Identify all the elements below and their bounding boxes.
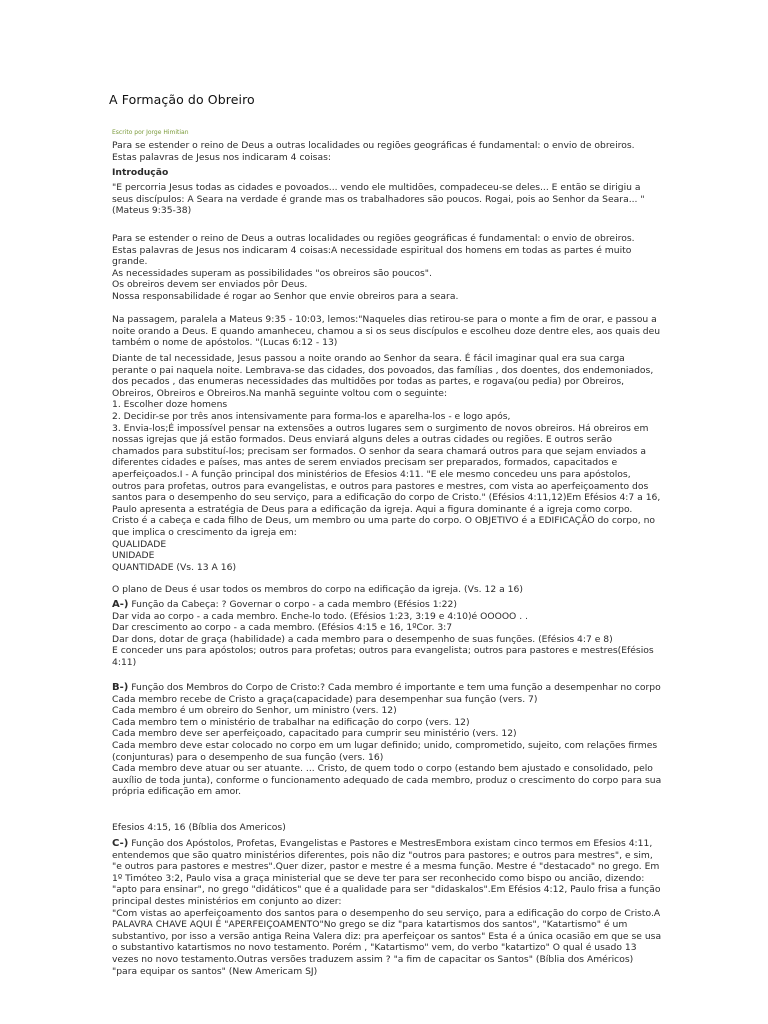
page-title: A Formação do Obreiro [109, 92, 255, 107]
paragraph-intro-b: Para se estender o reino de Deus a outras localidades ou regiões geográficas é fundamental: o envio de obreiros. Estas palavras de Jesus nos indicaram 4 coisas:A necessidade espiritual dos homens em todas as partes é muito grande. As necessidades superam as possibilidades "os obreiros são poucos". Os obreiros devem ser enviados pôr Deus. Nossa responsabilidade é rogar ao Senhor que envie obreiros para a seara. [112, 233, 635, 302]
heading-introducao: Introdução [112, 167, 169, 178]
section-b-label: B-) [112, 682, 129, 693]
section-a-text: Função da Cabeça: ? Governar o corpo - a cada membro (Efésios 1:22) Dar vida ao corpo - a cada membro. Enche-lo todo. (Efésios 1:23, 3:19 e 4:10)é OOOOO . . Dar crescimento ao corpo - a cada membro. (Efésios 4:15 e 16, 1ºCor. 3:7 Dar dons, dotar de graça (habilidade) a cada membro para o desempenho de suas funções. (Efésios 4:7 e 8) E conceder uns para apóstolos; outros para profetas; outros para evangelista; outros para pastores e mestres(Efésios 4:11) [112, 599, 654, 668]
paragraph-efesios: Efesios 4:15, 16 (Bíblia dos Americos) [112, 822, 286, 833]
paragraph-plano: O plano de Deus é usar todos os membros do corpo na edificação da igreja. (Vs. 12 a 16) [112, 584, 523, 595]
section-b [112, 682, 662, 798]
section-c [112, 838, 662, 977]
paragraph-passagem: Na passagem, paralela a Mateus 9:35 - 10:03, lemos:"Naqueles dias retirou-se para o monte a fim de orar, e passou a noite orando a Deus. E quando amanheceu, chamou a si os seus discípulos e escolheu doze dentre eles, aos quais deu também o nome de apóstolos. "(Lucas 6:12 - 13) [112, 314, 661, 349]
author-byline: Escrito por Jorge Himitian [112, 129, 189, 136]
section-c-label: C-) [112, 838, 129, 849]
section-a [112, 599, 662, 669]
section-b-text: Função dos Membros do Corpo de Cristo:? Cada membro é importante e tem uma função a desempenhar no corpo Cada membro recebe de Cristo a graça(capacidade) para desempenhar sua função (vers. 7) Cada membro é um obreiro do Senhor, um ministro (vers. 12) Cada membro tem o ministério de trabalhar na edificação do corpo (vers. 12) Cada membro deve ser aperfeiçoado, capacitado para cumprir seu ministério (vers. 12) Cada membro deve estar colocado no corpo em um lugar definido; unido, comprometido, sujeito, com relações firmes (conjunturas) para o desempenho de sua função (vers. 16) Cada membro deve atuar ou ser atuante. ... Cristo, de quem todo o corpo (estando bem ajustado e consolidado, pelo auxílio de toda junta), conforme o funcionamento adequado de cada membro, produz o crescimento do corpo para sua própria edificação em amor. [112, 682, 662, 798]
section-a-label: A-) [112, 599, 129, 610]
paragraph-quote: "E percorria Jesus todas as cidades e povoados... vendo ele multidões, compadeceu-se deles... E então se dirigiu a seus discípulos: A Seara na verdade é grande mas os trabalhadores são poucos. Rogai, pois ao Senhor da Seara... " (Mateus 9:35-38) [112, 182, 645, 217]
paragraph-diante: Diante de tal necessidade, Jesus passou a noite orando ao Senhor da seara. É fácil imaginar qual era sua carga perante o pai naquela noite. Lembrava-se das cidades, dos povoados, das famílias , dos doentes, dos endemoniados, dos pecados , das enumeras necessidades das multidões por todas as partes, e rogava(ou pedia) por Obreiros, Obreiros, Obreiros e Obreiros.Na manhã seguinte voltou com o seguinte: 1. Escolher doze homens 2. Decidir-se por três anos intensivamente para forma-los e aparelha-los - e logo após, 3. Envia-los;É impossível pensar na extensões a outros lugares sem o surgimento de novos obreiros. Há obreiros em nossas igrejas que já estão formados. Deus enviará alguns deles a outras cidades ou regiões. E outros serão chamados para substituí-los; precisam ser formados. O senhor da seara chamará outros para que sejam enviados a diferentes cidades e países, mas antes de serem enviados precisam ser preparados, formados, capacitados e aperfeiçoados.I - A função principal dos ministérios de Efesios 4:11. "E ele mesmo concedeu uns para apóstolos, outros para profetas, outros para evangelistas, e outros para pastores e mestres, com vista ao aperfeiçoamento dos santos para o desempenho do seu serviço, para a edificação do corpo de Cristo." (Efésios 4:11,12)Em Efésios 4:7 a 16, Paulo apresenta a estratégia de Deus para a edificação da igreja. Aqui a figura dominante é a igreja como corpo. Cristo é a cabeça e cada filho de Deus, um membro ou uma parte do corpo. O OBJETIVO é a EDIFICAÇÃO do corpo, no que implica o crescimento da igreja em: QUALIDADE UNIDADE QUANTIDADE (Vs. 13 A 16) [112, 353, 661, 573]
section-c-text: Função dos Apóstolos, Profetas, Evangelistas e Pastores e MestresEmbora existam cinco termos em Efesios 4:11, entendemos que são quatro ministérios diferentes, pois não diz "outros para pastores; e outros para mestres", e sim, "e outros para pastores e mestres".Quer dizer, pastor e mestre é a mesma função. Mestre é "destacado" no grego. Em 1º Timóteo 3:2, Paulo visa a graça ministerial que se deve ter para ser reconhecido como bispo ou ancião, dizendo: "apto para ensinar", no grego "didáticos" que é a qualidade para ser "didaskalos".Em Efésios 4:12, Paulo frisa a função principal destes ministérios em conjunto ao dizer: "Com vistas ao aperfeiçoamento dos santos para o desempenho do seu serviço, para a edificação do corpo de Cristo.A PALAVRA CHAVE AQUI É "APERFEIÇOAMENTO"No grego se diz "para katartismos dos santos", "Katartismo" é um substantivo, por isso a versão antiga Reina Valera diz: pra aperfeiçoar os santos" Esta é a única ocasião em que se usa o substantivo katartismos no novo testamento. Porém , "Katartismo" vem, do verbo "katartizo" O qual é usado 13 vezes no novo testamento.Outras versões traduzem assim ? "a fim de capacitar os Santos" (Bíblia dos Américos) "para equipar os santos" (New Americam SJ) [112, 838, 662, 977]
paragraph-intro-a: Para se estender o reino de Deus a outras localidades ou regiões geográficas é fundamental: o envio de obreiros. Estas palavras de Jesus nos indicaram 4 coisas: [112, 140, 635, 163]
